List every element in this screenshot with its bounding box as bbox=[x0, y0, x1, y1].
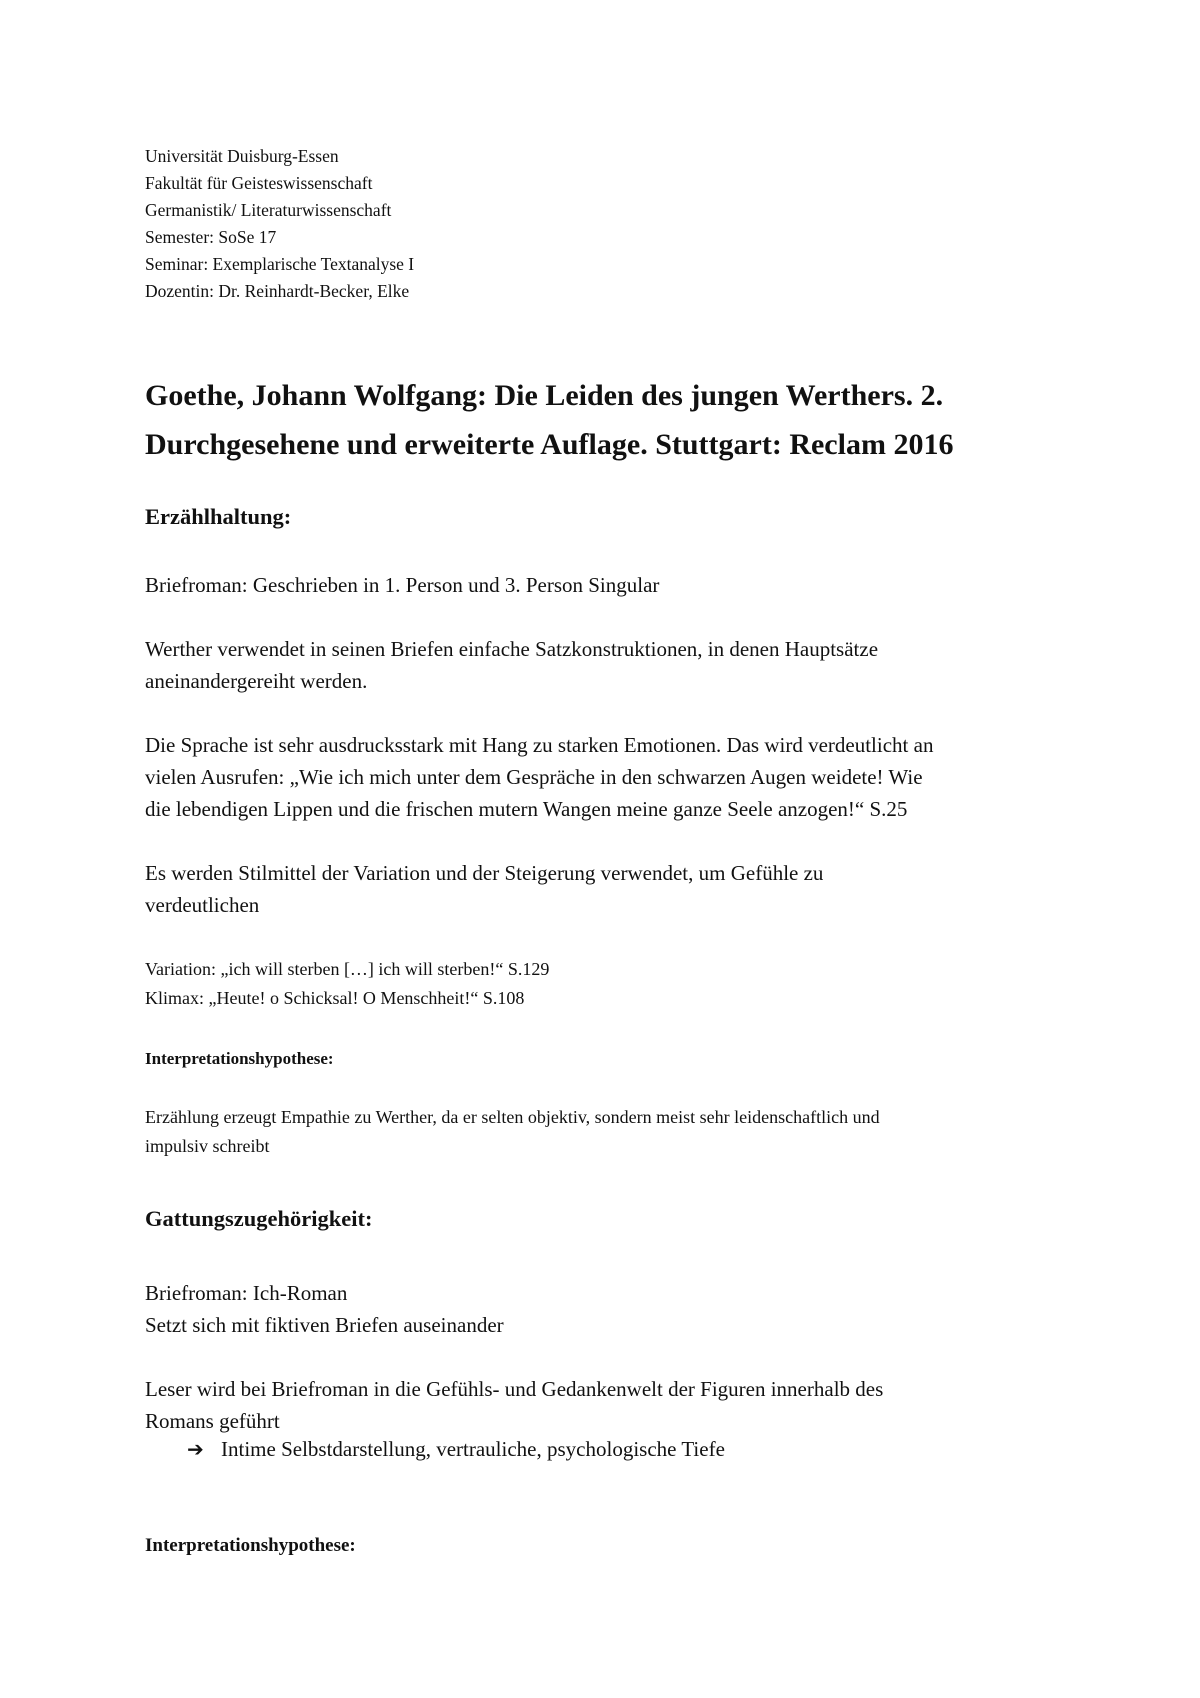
document-title-line-1: Goethe, Johann Wolfgang: Die Leiden des jungen Werthers. 2. bbox=[145, 379, 944, 412]
header-university: Universität Duisburg-Essen bbox=[145, 146, 339, 166]
header-lecturer: Dozentin: Dr. Reinhardt-Becker, Elke bbox=[145, 281, 410, 301]
example-variation: Variation: „ich will sterben […] ich will sterben!“ S.129 bbox=[145, 959, 550, 979]
arrow-bullet-item bbox=[187, 1437, 725, 1462]
subheading-interpretationshypothese-1: Interpretationshypothese: bbox=[145, 1049, 334, 1068]
paragraph-leser-line-1: Leser wird bei Briefroman in die Gefühls- und Gedankenwelt der Figuren innerhalb des bbox=[145, 1377, 884, 1401]
document-title-line-2: Durchgesehene und erweiterte Auflage. Stuttgart: Reclam 2016 bbox=[145, 428, 954, 461]
paragraph-sprache-line-1: Die Sprache ist sehr ausdrucksstark mit Hang zu starken Emotionen. Das wird verdeutlicht an bbox=[145, 733, 934, 757]
paragraph-ich-roman: Briefroman: Ich-Roman bbox=[145, 1281, 348, 1305]
paragraph-sprache-line-2: vielen Ausrufen: „Wie ich mich unter dem Gespräche in den schwarzen Augen weidete! Wie bbox=[145, 765, 923, 789]
header-department: Germanistik/ Literaturwissenschaft bbox=[145, 200, 392, 220]
paragraph-stilmittel-line-2: verdeutlichen bbox=[145, 893, 260, 917]
paragraph-leser-line-2: Romans geführt bbox=[145, 1409, 280, 1433]
hypothesis-text-line-1: Erzählung erzeugt Empathie zu Werther, da er selten objektiv, sondern meist sehr leidenschaftlich und bbox=[145, 1107, 880, 1127]
hypothesis-text-line-2: impulsiv schreibt bbox=[145, 1136, 270, 1156]
paragraph-stilmittel-line-1: Es werden Stilmittel der Variation und der Steigerung verwendet, um Gefühle zu bbox=[145, 861, 824, 885]
paragraph-briefroman-person: Briefroman: Geschrieben in 1. Person und 3. Person Singular bbox=[145, 573, 660, 597]
section-heading-gattung: Gattungszugehörigkeit: bbox=[145, 1206, 373, 1231]
paragraph-satzkonstruktion-line-2: aneinandergereiht werden. bbox=[145, 669, 368, 693]
paragraph-fiktive-briefe: Setzt sich mit fiktiven Briefen auseinander bbox=[145, 1313, 504, 1337]
header-seminar: Seminar: Exemplarische Textanalyse I bbox=[145, 254, 415, 274]
paragraph-satzkonstruktion-line-1: Werther verwendet in seinen Briefen einfache Satzkonstruktionen, in denen Hauptsätze bbox=[145, 637, 879, 661]
section-heading-erzaehlhaltung: Erzählhaltung: bbox=[145, 504, 292, 529]
arrow-bullet-text: Intime Selbstdarstellung, vertrauliche, psychologische Tiefe bbox=[221, 1437, 725, 1461]
subheading-interpretationshypothese-2: Interpretationshypothese: bbox=[145, 1535, 356, 1556]
example-klimax: Klimax: „Heute! o Schicksal! O Menschheit!“ S.108 bbox=[145, 988, 525, 1008]
header-faculty: Fakultät für Geisteswissenschaft bbox=[145, 173, 373, 193]
header-semester: Semester: SoSe 17 bbox=[145, 227, 277, 247]
paragraph-sprache-line-3: die lebendigen Lippen und die frischen mutern Wangen meine ganze Seele anzogen!“ S.25 bbox=[145, 797, 908, 821]
right-arrow-icon: ➔ bbox=[187, 1437, 204, 1461]
